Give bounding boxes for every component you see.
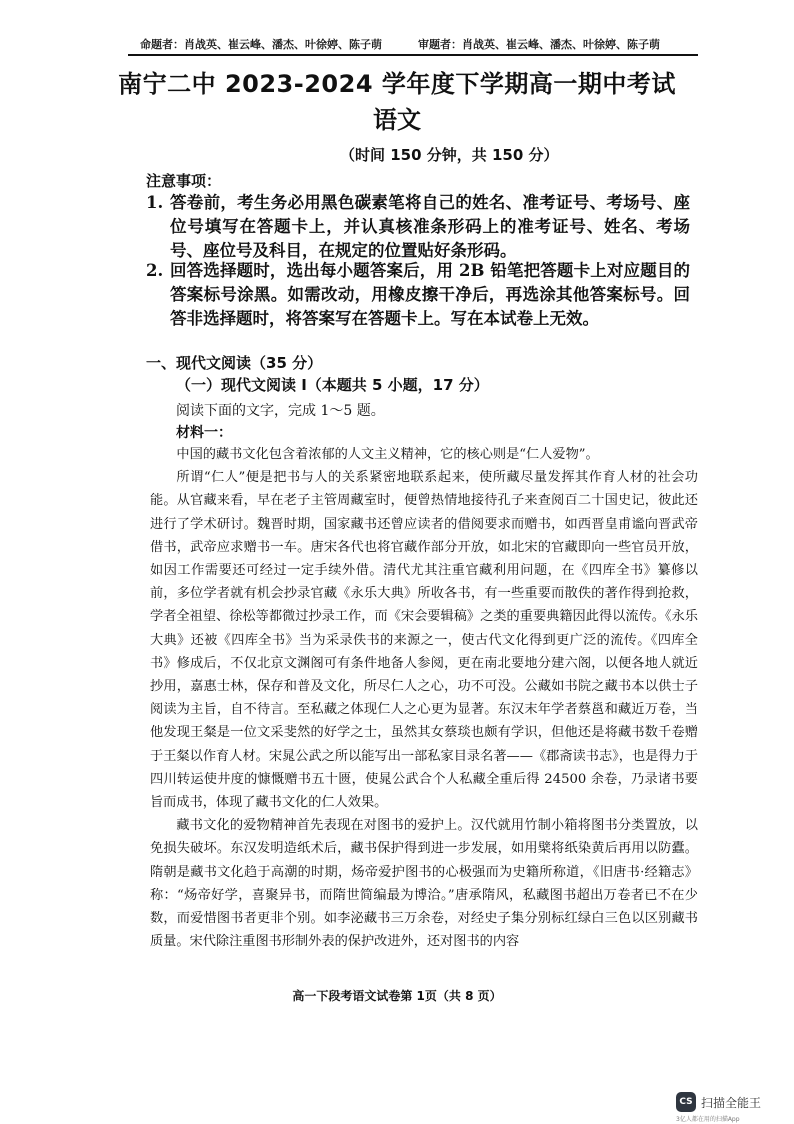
section-instruction: 阅读下面的文字，完成 1～5 题。 — [176, 403, 385, 419]
note-item — [146, 191, 690, 263]
section-title: 一、现代文阅读（35 分） — [146, 354, 323, 372]
note-text: 回答选择题时，选出每小题答案后，用 2B 铅笔把答题卡上对应题目的答案标号涂黑。如需改动，用橡皮擦干净后，再选涂其他答案标号。回答非选择题时，将答案写在答题卡上。写在本试卷上无效。 — [170, 261, 690, 328]
exam-title: 南宁二中 2023-2024 学年度下学期高一期中考试 — [118, 70, 676, 98]
note-text: 答卷前，考生务必用黑色碳素笔将自己的姓名、准考证号、考场号、座位号填写在答题卡上，并认真核准条形码上的准考证号、姓名、考场号、座位号及科目，在规定的位置贴好条形码。 — [170, 193, 690, 260]
reading-passage — [150, 443, 698, 953]
passage-paragraph: 中国的藏书文化包含着浓郁的人文主义精神，它的核心则是“仁人爱物”。 — [176, 447, 599, 462]
setters-text: 命题者：肖战英、崔云峰、潘杰、叶徐婷、陈子萌 — [140, 38, 382, 51]
scanner-watermark — [676, 1092, 761, 1112]
camscanner-logo-icon: CS — [676, 1092, 696, 1112]
section-subtitle: （一）现代文阅读 I（本题共 5 小题，17 分） — [176, 376, 489, 394]
watermark-tagline: 3亿人都在用的扫描App — [676, 1116, 740, 1123]
exam-header-line — [140, 36, 692, 52]
page-footer: 高一下段考语文试卷第 1页（共 8 页） — [292, 989, 502, 1003]
exam-time-info: （时间 150 分钟，共 150 分） — [340, 146, 559, 164]
passage-paragraph: 藏书文化的爱物精神首先表现在对图书的爱护上。汉代就用竹制小箱将图书分类置放，以免损失破坏。东汉发明造纸术后，藏书保护得到进一步发展，如用檗将纸染黄后再用以防蠹。隋朝是藏书文化趋于高潮的时期，炀帝爱护图书的心极强而为史籍所称道，《旧唐书·经籍志》称：“炀帝好学，喜聚异书，而隋世简编最为博洽。”唐承隋风，私藏图书超出万卷者已不在少数，而爱惜图书者更非个别。如李泌藏书三万余卷，对经史子集分别标红绿白三色以区别藏书质量。宋代除注重图书形制外表的保护改进外，还对图书的内容 — [150, 818, 698, 950]
material-label: 材料一： — [176, 425, 232, 441]
passage-paragraph: 所谓“仁人”便是把书与人的关系紧密地联系起来，使所藏尽量发挥其作育人材的社会功能。从官藏来看，早在老子主管周藏室时，便曾热情地接待孔子来查阅百二十国史记，彼此还进行了学术研讨。魏晋时期，国家藏书还曾应读者的借阅要求而赠书，如西晋皇甫谧向晋武帝借书，武帝应求赠书一车。唐宋各代也将官藏作部分开放，如北宋的官藏即向一些官员开放，如因工作需要还可经过一定手续外借。清代尤其注重官藏利用问题，在《四库全书》纂修以前，多位学者就有机会抄录官藏《永乐大典》所收各书，有一些重要而散佚的著作得到抢救，学者全祖望、徐松等都微过抄录工作，而《宋会要辑稿》之类的重要典籍因此得以流传。《永乐大典》还被《四库全书》当为采录佚书的来源之一，使古代文化得到更广泛的流传。《四库全书》修成后，不仅北京文渊阁可有条件地备人参阅，更在南北要地分建六阁，以便各地人就近抄用，嘉惠士林，保存和普及文化，所尽仁人之心，功不可没。公藏如书院之藏书本以供士子阅读为主旨，自不待言。至私藏之体现仁人之心更为显著。东汉末年学者蔡邕和藏近万卷，当他发现王粲是一位文采斐然的好学之士，虽然其女蔡琰也颇有学识，但他还是将藏书数千卷赠于王粲以作育人材。宋晁公武之所以能写出一部私家目录名著——《郡斋读书志》，也是得力于四川转运使井度的慷慨赠书五十匮，使晁公武合个人私藏全重后得 24500 余卷，乃录诸书要旨而成书，体现了藏书文化的仁人效果。 — [150, 470, 698, 811]
notes-heading: 注意事项： — [146, 172, 222, 190]
watermark-name: 扫描全能王 — [701, 1095, 762, 1110]
exam-subject: 语文 — [373, 106, 421, 134]
reviewers-text: 审题者：肖战英、崔云峰、潘杰、叶徐婷、陈子萌 — [418, 38, 660, 51]
note-item — [146, 259, 690, 331]
note-number: 2. — [146, 261, 164, 280]
note-number: 1. — [146, 193, 164, 212]
header-divider — [128, 54, 698, 56]
